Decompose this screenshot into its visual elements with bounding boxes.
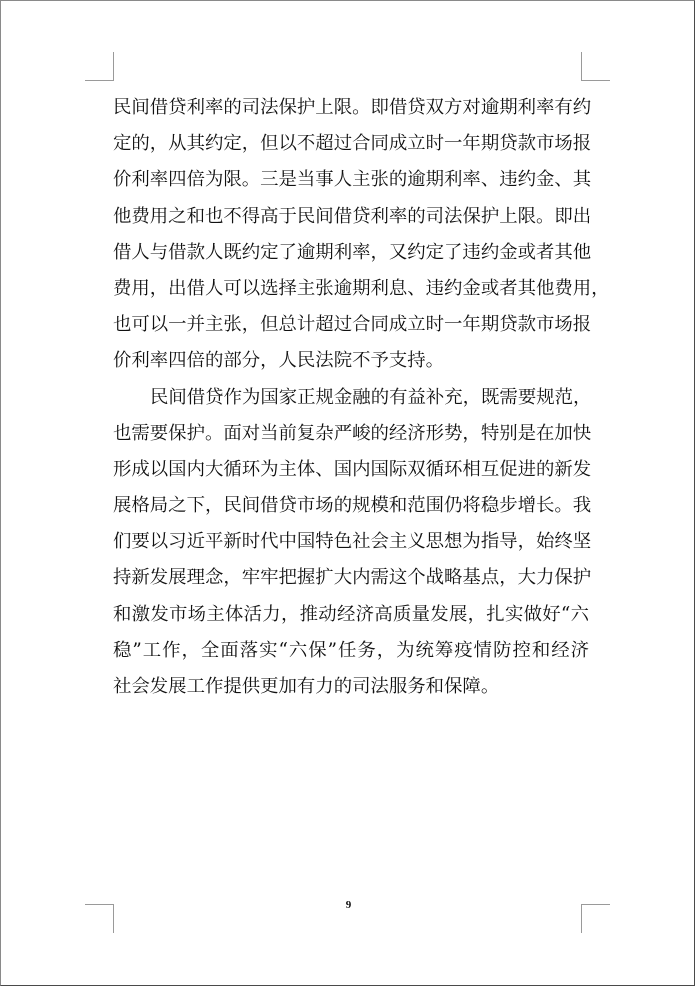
- page-number: 9: [345, 899, 352, 911]
- text-line: 也可以一并主张，但总计超过合同成立时一年期贷款市场报: [113, 314, 592, 336]
- text-line: 展格局之下，民间借贷市场的规模和范围仍将稳步增长。我: [113, 495, 592, 517]
- text-line: 们要以习近平新时代中国特色社会主义思想为指导，始终坚: [113, 531, 592, 553]
- text-line: 也需要保护。面对当前复杂严峻的经济形势，特别是在加快: [113, 422, 592, 444]
- text-line: 持新发展理念，牢牢把握扩大内需这个战略基点，大力保护: [113, 567, 592, 589]
- text-line: 借人与借款人既约定了逾期利率，又约定了违约金或者其他: [113, 241, 592, 263]
- text-line: 定的，从其约定，但以不超过合同成立时一年期贷款市场报: [113, 133, 592, 155]
- paragraph-2: [113, 380, 592, 706]
- text-line: 他费用之和也不得高于民间借贷利率的司法保护上限。即出: [113, 205, 592, 227]
- text-line: 稳”工作，全面落实“六保”任务，为统筹疫情防控和经济: [113, 639, 589, 661]
- text-line: 价利率四倍为限。三是当事人主张的逾期利率、违约金、其: [113, 169, 592, 191]
- text-line: 形成以国内大循环为主体、国内国际双循环相互促进的新发: [113, 458, 592, 480]
- text-line: 民间借贷作为国家正规金融的有益补充，既需要规范，: [150, 386, 592, 408]
- text-line: 和激发市场主体活力，推动经济高质量发展，扎实做好“六: [113, 603, 589, 625]
- text-line: 价利率四倍的部分，人民法院不予支持。: [113, 350, 445, 372]
- text-line: 费用，出借人可以选择主张逾期利息、违约金或者其他费用，: [113, 277, 610, 299]
- margin-mark-top-left: [85, 52, 114, 81]
- margin-mark-top-right: [581, 52, 610, 81]
- text-line: 社会发展工作提供更加有力的司法服务和保障。: [113, 676, 500, 697]
- document-body: [113, 90, 610, 705]
- text-line: 民间借贷利率的司法保护上限。即借贷双方对逾期利率有约: [113, 97, 592, 118]
- paragraph-1: [113, 90, 610, 380]
